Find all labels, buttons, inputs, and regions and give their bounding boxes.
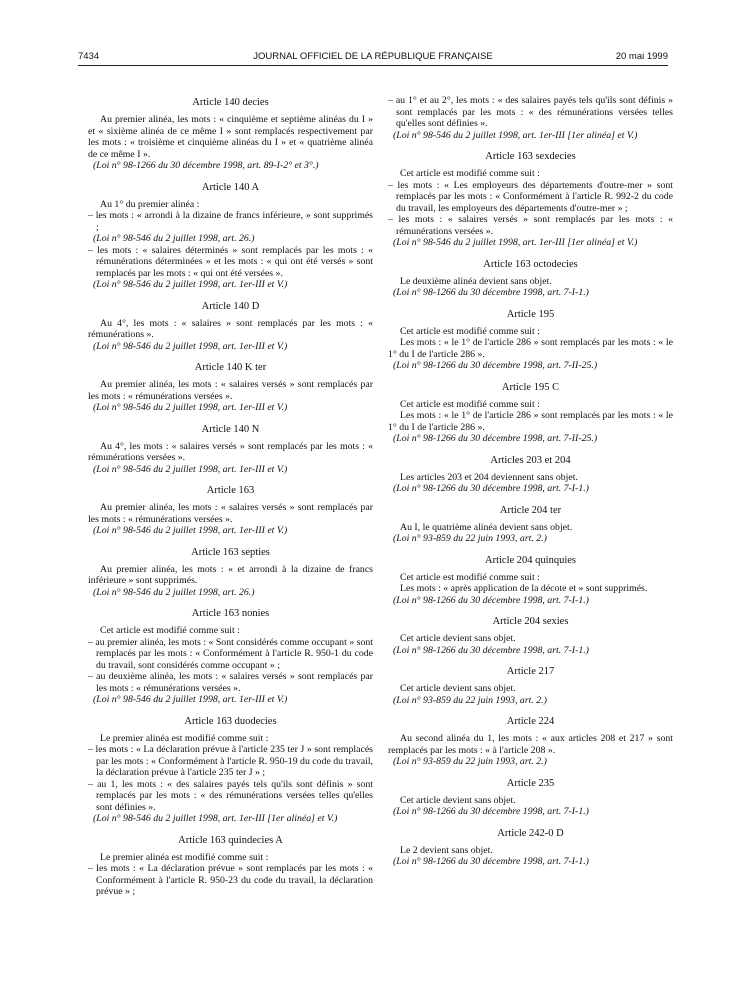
paragraph: Le premier alinéa est modifié comme suit :	[100, 851, 269, 863]
issue-date: 20 mai 1999	[615, 51, 668, 62]
article-heading: Article 140 N	[201, 423, 260, 435]
list-item: – les mots : « La déclaration prévue » sont remplacés par les mots : « Conformément à l'article R. 950-23 du code du travail, la déclaration prévue » ;	[88, 863, 373, 897]
paragraph: Le deuxième alinéa devient sans objet.	[400, 275, 552, 287]
law-reference: (Loi n° 98-1266 du 30 décembre 1998, art. 7-II-25.)	[393, 360, 598, 371]
article-heading: Article 195 C	[501, 381, 560, 393]
article-heading: Article 217	[506, 666, 555, 677]
list-item: – au 1° et au 2°, les mots : « des salaires payés tels qu'ils sont définis » sont remplacés par les mots : « des rémunérations versées telles qu'elles sont définies ».	[388, 95, 673, 129]
list-item: – au 1, les mots : « des salaires payés tels qu'ils sont définis » sont remplacés par les mots : « des rémunérations versées telles qu'elles sont définies ».	[88, 778, 373, 813]
paragraph: Cet article est modifié comme suit :	[100, 625, 240, 636]
law-reference: (Loi n° 98-546 du 2 juillet 1998, art. 1er-III et V.)	[93, 340, 288, 352]
list-item: – les mots : « La déclaration prévue à l'article 235 ter J » sont remplacés par les mots : « Conformément à l'article R. 950-19 du code du travail, la déclaration prévue à l'article 235 ter J » ;	[88, 744, 373, 778]
article-section	[388, 666, 673, 706]
paragraph: Cet article est modifié comme suit :	[400, 168, 540, 179]
law-reference: (Loi n° 98-1266 du 30 décembre 1998, art. 7-I-1.)	[393, 287, 589, 298]
paragraph: Au 4°, les mots : « salaires » sont remplacés par les mots : « rémunérations ».	[88, 317, 373, 340]
article-heading: Article 163 sexdecies	[485, 151, 576, 162]
article-section	[388, 95, 673, 141]
article-heading: Article 242-0 D	[497, 827, 564, 839]
law-reference: (Loi n° 98-1266 du 30 décembre 1998, art. 7-I-1.)	[393, 483, 589, 494]
law-reference: (Loi n° 98-546 du 2 juillet 1998, art. 1er-III et V.)	[93, 525, 288, 536]
law-reference: (Loi n° 98-546 du 2 juillet 1998, art. 1er-III et V.)	[93, 463, 288, 475]
law-reference: (Loi n° 98-1266 du 30 décembre 1998, art. 7-I-1.)	[393, 594, 589, 606]
article-heading: Article 140 decies	[192, 97, 269, 108]
article-section	[88, 716, 373, 825]
paragraph: Cet article est modifié comme suit :	[400, 398, 540, 410]
law-reference: (Loi n° 98-1266 du 30 décembre 1998, art. 7-II-25.)	[393, 433, 598, 444]
law-reference: (Loi n° 98-546 du 2 juillet 1998, art. 1er-III [1er alinéa] et V.)	[393, 129, 638, 141]
article-section	[88, 547, 373, 599]
article-section	[388, 382, 673, 445]
article-heading: Article 140 D	[201, 300, 260, 312]
page-header	[78, 51, 668, 65]
law-reference: (Loi n° 98-546 du 2 juillet 1998, art. 1er-III et V.)	[93, 279, 288, 290]
article-heading: Article 163 quindecies A	[178, 834, 283, 846]
law-reference: (Loi n° 98-546 du 2 juillet 1998, art. 1er-III et V.)	[93, 694, 288, 705]
paragraph: Au I, le quatrième alinéa devient sans objet.	[400, 521, 573, 533]
article-heading: Article 163 nonies	[191, 608, 270, 619]
article-section	[388, 259, 673, 299]
paragraph: Au second alinéa du 1, les mots : « aux articles 208 et 217 » sont remplacés par les mots : « à l'article 208 ».	[388, 733, 673, 756]
article-section	[388, 505, 673, 545]
law-reference: (Loi n° 98-1266 du 30 décembre 1998, art. 89-I-2° et 3°.)	[93, 160, 319, 171]
paragraph: Au premier alinéa, les mots : « et arrondi à la dizaine de francs inférieure » sont supprimés.	[88, 563, 373, 586]
article-section	[388, 555, 673, 607]
article-heading: Article 140 K ter	[194, 362, 267, 373]
law-reference: (Loi n° 98-546 du 2 juillet 1998, art. 1er-III [1er alinéa] et V.)	[93, 813, 338, 824]
article-section	[88, 182, 373, 291]
list-item: – les mots : « Les employeurs des départements d'outre-mer » sont remplacés par les mots : « Conformément à l'article R. 992-2 du code du travail, les employeurs des départements d'outre-mer » ;	[388, 179, 673, 214]
article-section	[88, 485, 373, 537]
law-reference: (Loi n° 98-546 du 2 juillet 1998, art. 1er-III [1er alinéa] et V.)	[393, 237, 638, 248]
journal-title: JOURNAL OFFICIEL DE LA RÉPUBLIQUE FRANÇAISE	[253, 51, 493, 62]
paragraph: Cet article devient sans objet.	[400, 794, 516, 806]
article-section	[388, 828, 673, 868]
paragraph: Cet article est modifié comme suit :	[400, 571, 540, 583]
paragraph: Cet article devient sans objet.	[400, 683, 516, 694]
article-heading: Article 195	[506, 308, 555, 320]
article-section	[388, 309, 673, 372]
law-reference: (Loi n° 98-546 du 2 juillet 1998, art. 26.)	[93, 233, 255, 244]
article-section	[388, 778, 673, 818]
paragraph: Les mots : « le 1° de l'article 286 » sont remplacés par les mots : « le 1° du I de l'article 286 ».	[388, 410, 673, 433]
paragraph: Au 1° du premier alinéa :	[100, 198, 200, 210]
list-item: – au premier alinéa, les mots : « Sont considérés comme occupant » sont remplacés par les mots : « Conformément à l'article R. 950-1 du code du travail, sont considérés comme occupant » ;	[88, 636, 373, 671]
article-heading: Article 140 A	[201, 181, 260, 193]
article-section	[88, 362, 373, 414]
article-section	[388, 616, 673, 656]
article-section	[88, 424, 373, 476]
article-section	[88, 608, 373, 706]
list-item: – les mots : « salaires versés » sont remplacés par les mots : « rémunérations versées ».	[388, 214, 673, 237]
paragraph: Au premier alinéa, les mots : « cinquième et septième alinéas du I » et « sixième alinéa de ce même I » sont remplacés respectivement par les mots : « troisième et cinquième alinéas du I » et « quatrième alinéa de ce même I ».	[88, 114, 373, 160]
paragraph: Les articles 203 et 204 deviennent sans objet.	[400, 471, 578, 483]
paragraph: Les mots : « le 1° de l'article 286 » sont remplacés par les mots : « le 1° du I de l'article 286 ».	[388, 337, 673, 360]
law-reference: (Loi n° 98-546 du 2 juillet 1998, art. 1er-III et V.)	[93, 402, 288, 413]
article-heading: Article 224	[506, 716, 555, 727]
article-section	[388, 716, 673, 768]
article-heading: Article 163 septies	[191, 546, 270, 558]
right-column	[388, 95, 673, 878]
law-reference: (Loi n° 98-1266 du 30 décembre 1998, art. 7-I-1.)	[393, 644, 589, 656]
article-heading: Article 204 ter	[499, 504, 562, 516]
paragraph: Au premier alinéa, les mots : « salaires versés » sont remplacés par les mots : « rémunérations versées ».	[88, 379, 373, 402]
article-heading: Articles 203 et 204	[490, 454, 571, 466]
article-heading: Article 204 quinquies	[485, 554, 576, 566]
header-rule	[78, 65, 668, 66]
law-reference: (Loi n° 93-859 du 22 juin 1993, art. 2.)	[393, 756, 547, 767]
article-heading: Article 163 octodecies	[483, 258, 578, 270]
list-item: – les mots : « salaires déterminés » sont remplacés par les mots : « rémunérations déterminées » et les mots : « qui ont été versés » sont remplacés par les mots : « qui ont été versées ».	[88, 244, 373, 279]
paragraph: Cet article est modifié comme suit :	[400, 325, 540, 337]
paragraph: Au premier alinéa, les mots : « salaires versés » sont remplacés par les mots : « rémunérations versées ».	[88, 502, 373, 525]
article-section	[388, 455, 673, 495]
paragraph: Cet article devient sans objet.	[400, 633, 516, 644]
law-reference: (Loi n° 98-1266 du 30 décembre 1998, art. 7-I-1.)	[393, 856, 589, 867]
article-heading: Article 235	[506, 777, 555, 789]
list-item: – au deuxième alinéa, les mots : « salaires versés » sont remplacés par les mots : « rémunérations versées ».	[88, 671, 373, 694]
article-section	[88, 301, 373, 353]
left-column	[88, 97, 373, 908]
law-reference: (Loi n° 93-859 du 22 juin 1993, art. 2.)	[393, 533, 547, 544]
law-reference: (Loi n° 98-546 du 2 juillet 1998, art. 26.)	[93, 586, 255, 598]
law-reference: (Loi n° 93-859 du 22 juin 1993, art. 2.)	[393, 694, 547, 706]
article-section	[388, 151, 673, 249]
paragraph: Le premier alinéa est modifié comme suit :	[100, 732, 269, 744]
page-number: 7434	[78, 51, 100, 62]
article-heading: Article 163 duodecies	[184, 715, 277, 727]
article-section	[88, 835, 373, 898]
article-section	[88, 97, 373, 172]
paragraph: Au 4°, les mots : « salaires versés » sont remplacés par les mots : « rémunérations versées ».	[88, 440, 373, 463]
article-heading: Article 163	[206, 485, 255, 496]
paragraph: Les mots : « après application de la décote et » sont supprimés.	[400, 583, 648, 594]
law-reference: (Loi n° 98-1266 du 30 décembre 1998, art. 7-I-1.)	[393, 806, 589, 817]
paragraph: Le 2 devient sans objet.	[400, 844, 493, 856]
list-item: – les mots : « arrondi à la dizaine de francs inférieure, » sont supprimés ;	[88, 210, 373, 233]
article-heading: Article 204 sexies	[492, 616, 569, 627]
